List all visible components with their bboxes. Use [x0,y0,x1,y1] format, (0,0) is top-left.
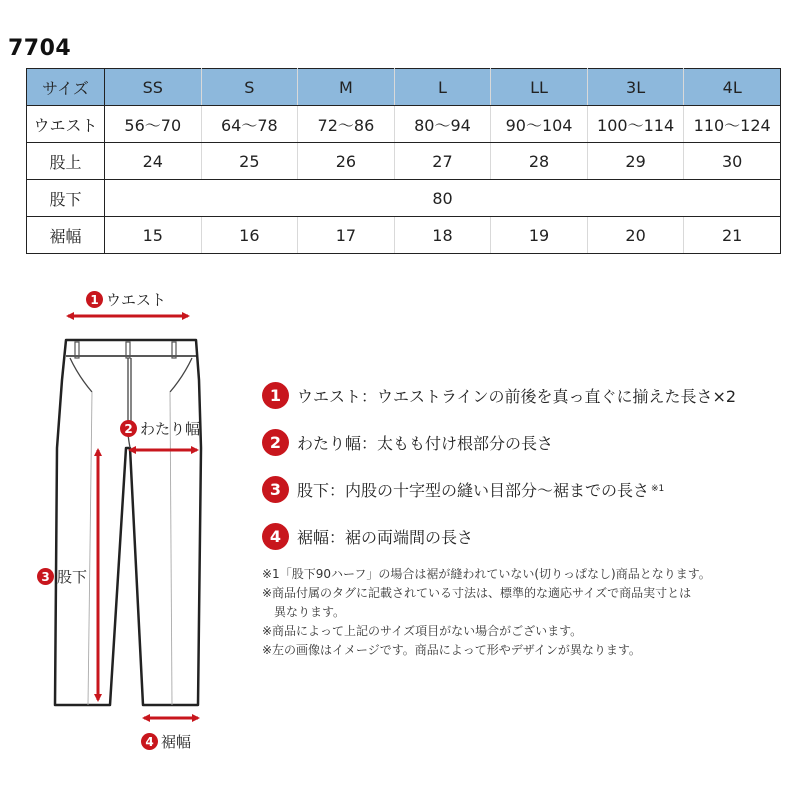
notes-block [262,565,782,660]
legend-text: 股下：内股の十字型の縫い目部分〜裾までの長さ [297,480,650,500]
table-cell: 24 [105,143,202,180]
legend-text: ウエスト：ウエストラインの前後を真っ直ぐに揃えた長さ×2 [297,386,737,406]
waist-label [86,289,166,310]
pants-diagram [0,280,250,750]
inseam-label [37,566,87,587]
table-cell: 100〜114 [587,106,684,143]
legend-text: わたり幅：太もも付け根部分の長さ [297,433,554,453]
table-row-waist [27,106,781,143]
row-label: ウエスト [27,106,105,143]
table-cell: 29 [587,143,684,180]
table-cell: 56〜70 [105,106,202,143]
legend-item-waist [262,380,782,410]
footnote-marker: ※1 [651,484,665,494]
table-cell: 19 [491,217,588,254]
size-col-m: M [298,69,395,106]
number-badge: 2 [120,420,137,437]
size-col-s: S [201,69,298,106]
number-badge: 1 [86,291,103,308]
number-badge: 3 [262,476,289,503]
pants-illustration [0,280,250,750]
table-cell: 15 [105,217,202,254]
table-cell: 26 [298,143,395,180]
table-cell: 64〜78 [201,106,298,143]
size-col-ss: SS [105,69,202,106]
inseam-label-text: 股下 [57,568,88,586]
size-col-ll: LL [491,69,588,106]
table-cell: 18 [394,217,491,254]
table-cell: 21 [684,217,781,254]
row-label: 股上 [27,143,105,180]
table-cell: 27 [394,143,491,180]
note-line: ※1「股下90ハーフ」の場合は裾が縫われていない(切りっぱなし)商品となります。 [262,567,711,581]
table-cell: 72〜86 [298,106,395,143]
number-badge: 3 [37,568,54,585]
table-row-rise [27,143,781,180]
legend-item-thigh [262,427,782,457]
number-badge: 2 [262,429,289,456]
note-line: ※左の画像はイメージです。商品によって形やデザインが異なります。 [262,643,641,657]
table-cell: 17 [298,217,395,254]
table-cell-merged: 80 [105,180,781,217]
legend-text: 裾幅：裾の両端間の長さ [297,527,474,547]
legend-item-inseam [262,474,782,504]
table-cell: 90〜104 [491,106,588,143]
number-badge: 4 [141,733,158,750]
table-cell: 110〜124 [684,106,781,143]
table-cell: 30 [684,143,781,180]
table-cell: 80〜94 [394,106,491,143]
size-col-3l: 3L [587,69,684,106]
size-col-l: L [394,69,491,106]
size-header-label: サイズ [27,69,105,106]
number-badge: 1 [262,382,289,409]
note-line: ※商品付属のタグに記載されている寸法は、標準的な適応サイズで商品実寸とは [262,586,692,600]
table-cell: 25 [201,143,298,180]
hem-label-text: 裾幅 [161,733,192,751]
model-number: 7704 [8,36,72,61]
measurement-legend [262,380,782,568]
number-badge: 4 [262,523,289,550]
legend-item-hem [262,521,782,551]
table-row-hem [27,217,781,254]
table-cell: 28 [491,143,588,180]
hem-label [141,731,191,752]
size-header-row [27,69,781,106]
size-table [26,68,781,254]
waist-label-text: ウエスト [106,291,167,309]
table-row-inseam [27,180,781,217]
note-line: ※商品によって上記のサイズ項目がない場合がございます。 [262,624,583,638]
row-label: 裾幅 [27,217,105,254]
thigh-label [120,418,200,439]
note-line: 異なります。 [274,605,346,619]
thigh-label-text: わたり幅 [140,420,201,438]
table-cell: 20 [587,217,684,254]
row-label: 股下 [27,180,105,217]
size-col-4l: 4L [684,69,781,106]
table-cell: 16 [201,217,298,254]
